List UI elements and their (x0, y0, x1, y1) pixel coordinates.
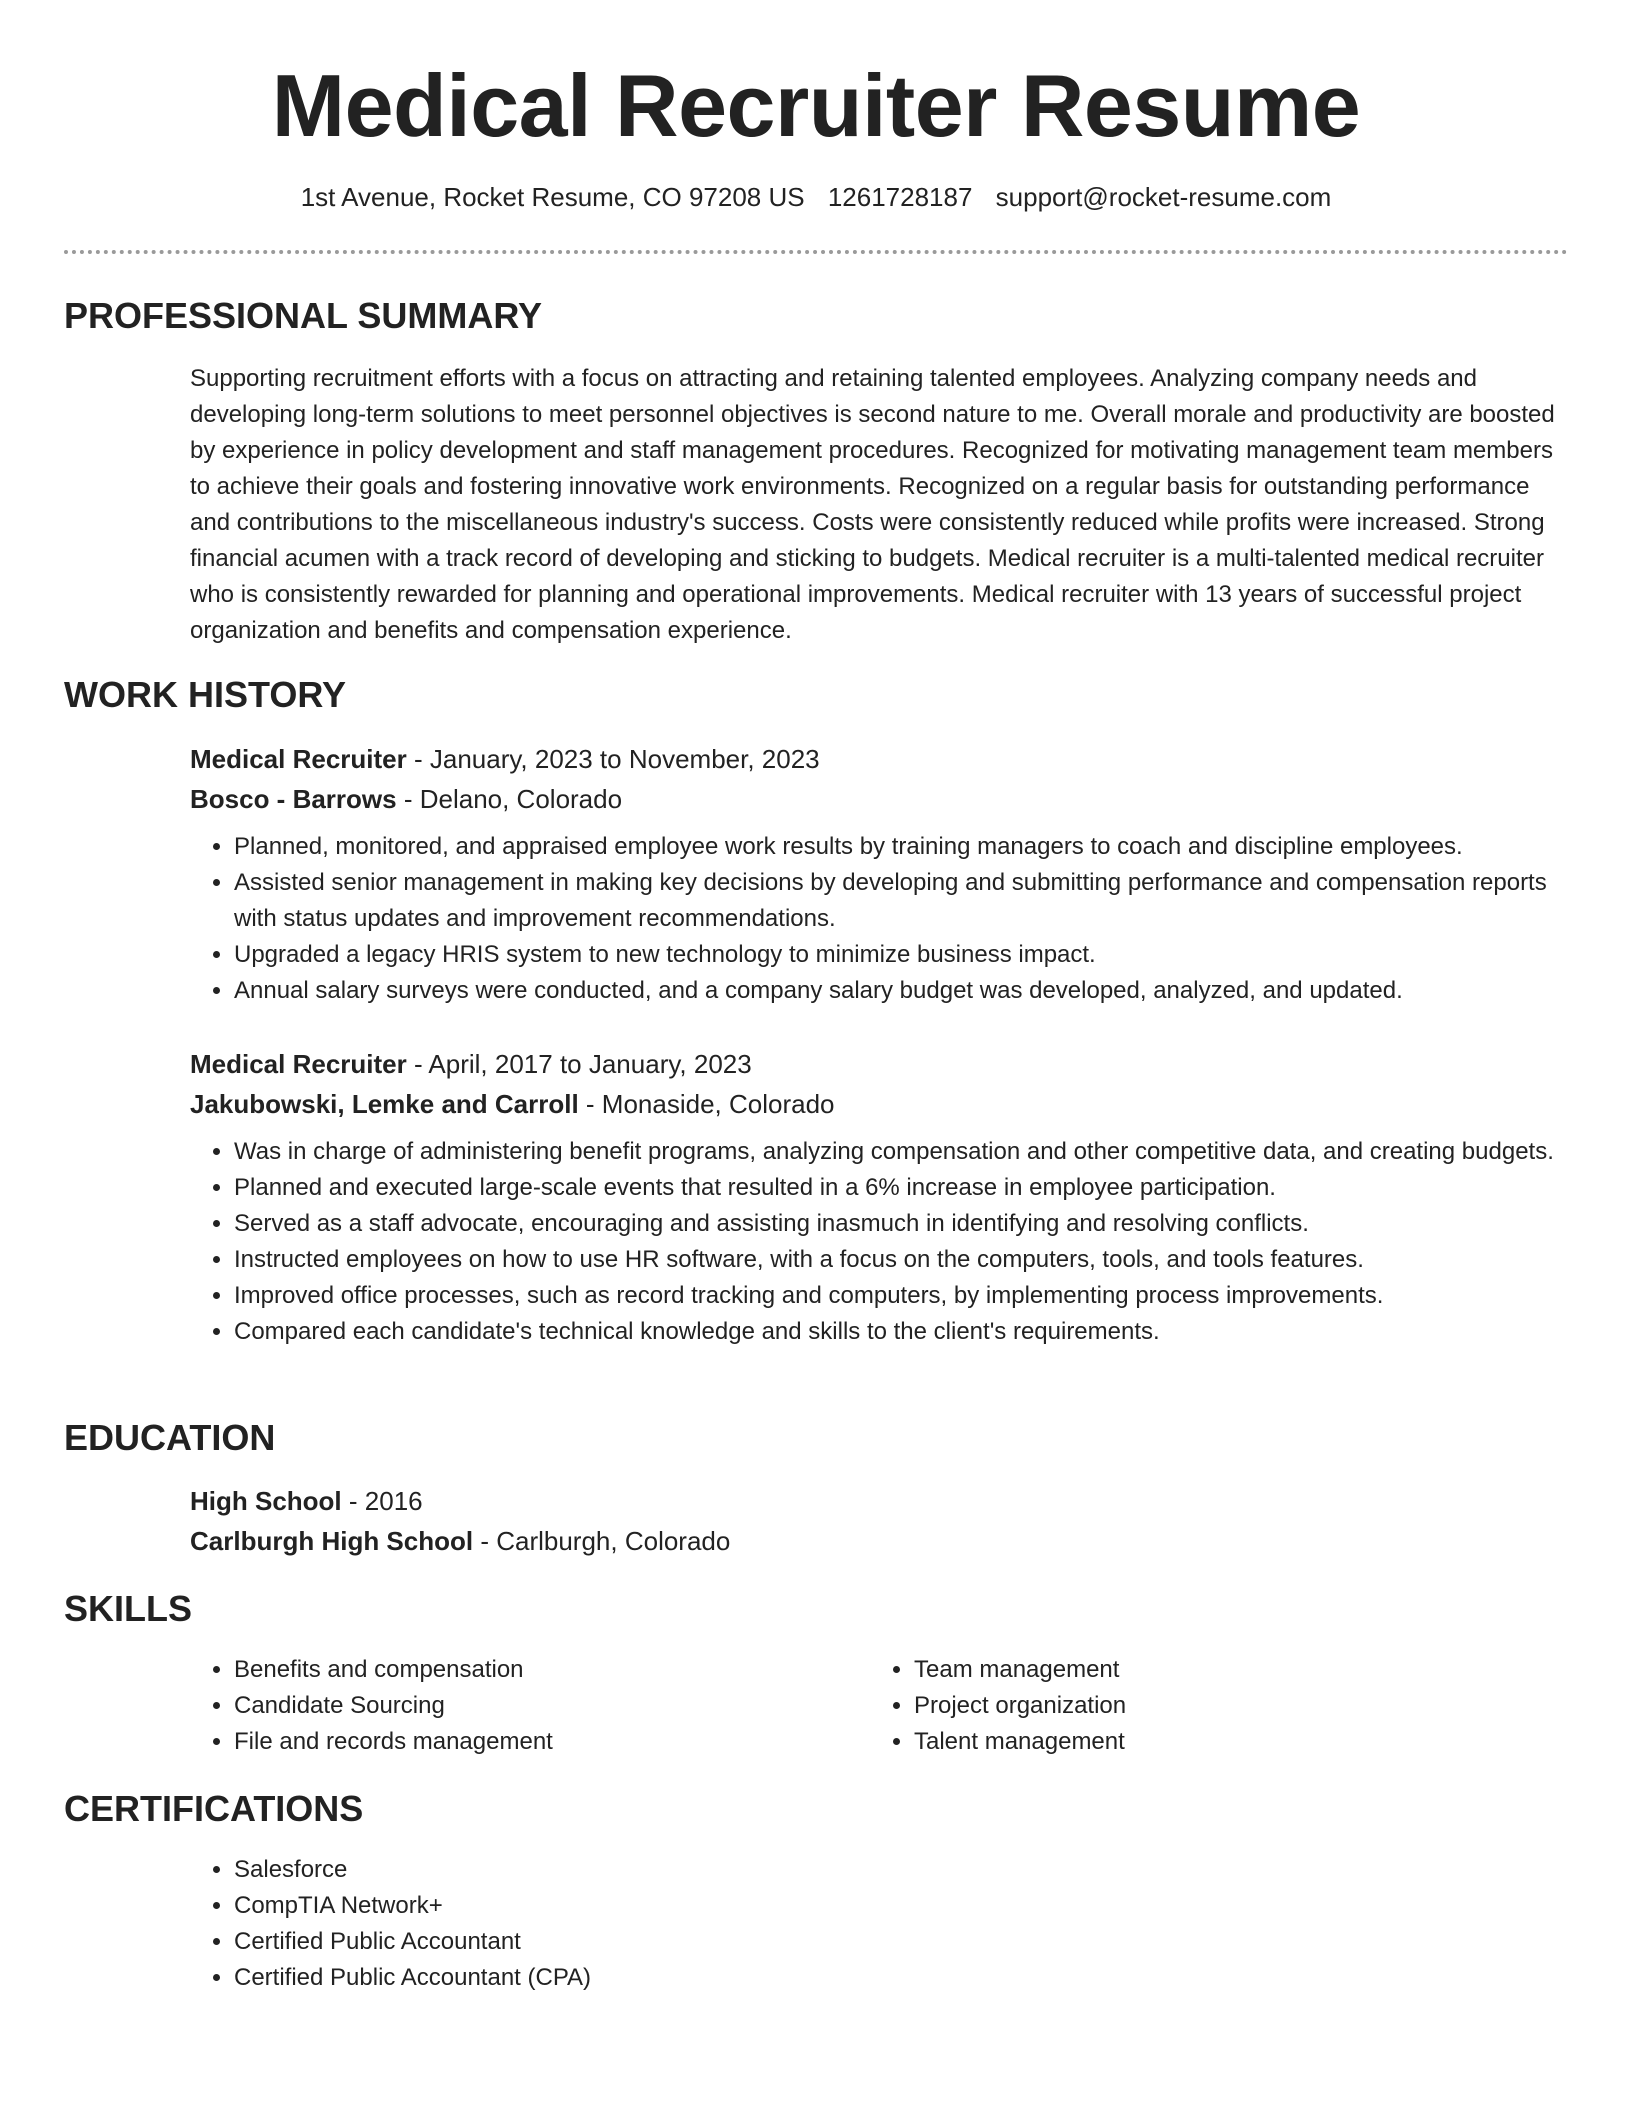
certification-item: • Salesforce (234, 1852, 1568, 1888)
skill-item: • Benefits and compensation (234, 1652, 870, 1688)
job-dates: - April, 2017 to January, 2023 (406, 1049, 752, 1079)
work-history-heading: WORK HISTORY (64, 674, 347, 715)
contact-line (64, 180, 1568, 214)
list-item: • Served as a staff advocate, encouraging and assisting inasmuch in identifying and resolving conflicts. (234, 1206, 1568, 1242)
summary-heading: PROFESSIONAL SUMMARY (64, 295, 543, 336)
list-item: • Planned and executed large-scale events that resulted in a 6% increase in employee participation. (234, 1170, 1568, 1206)
job-company: Bosco - Barrows (190, 784, 397, 814)
skills-column-right (870, 1652, 1550, 1760)
list-item: • Upgraded a legacy HRIS system to new technology to minimize business impact. (234, 937, 1568, 973)
degree: High School (190, 1486, 342, 1516)
graduation-year: - 2016 (341, 1486, 423, 1516)
skills-grid (190, 1652, 1568, 1760)
job-title-line (190, 1044, 1568, 1084)
school-location: - Carlburgh, Colorado (473, 1526, 731, 1556)
job-entry-2 (190, 1044, 1568, 1350)
school-line (190, 1521, 1568, 1561)
skills-heading: SKILLS (64, 1588, 193, 1629)
job-bullets (190, 1134, 1568, 1350)
list-item: • Assisted senior management in making key decisions by developing and submitting performance and compensation reports with status updates and improvement recommendations. (234, 865, 1568, 937)
education-heading: EDUCATION (64, 1417, 276, 1458)
skills-section (190, 1652, 1568, 1760)
job-company: Jakubowski, Lemke and Carroll (190, 1089, 579, 1119)
skill-item: • Candidate Sourcing (234, 1688, 870, 1724)
school-name: Carlburgh High School (190, 1526, 474, 1556)
job-title: Medical Recruiter (190, 744, 407, 774)
job-location: - Delano, Colorado (396, 784, 623, 814)
contact-address: 1st Avenue, Rocket Resume, CO 97208 US (300, 182, 805, 212)
job-title: Medical Recruiter (190, 1049, 407, 1079)
contact-email[interactable]: support@rocket-resume.com (995, 182, 1332, 212)
job-title-line (190, 739, 1568, 779)
certifications-list (190, 1852, 1568, 1996)
summary-text: Supporting recruitment efforts with a focus on attracting and retaining talented employees. Analyzing company needs and developing long-term solutions to meet personnel objectives is second nature to me. Overall morale and productivity are boosted by experience in policy development and staff management procedures. Recognized for motivating management team members to achieve their goals and fostering innovative work environments. Recognized on a regular basis for outstanding performance and contributions to the miscellaneous industry's success. Costs were consistently reduced while profits were increased. Strong financial acumen with a track record of developing and sticking to budgets. Medical recruiter is a multi-talented medical recruiter who is consistently rewarded for planning and operational improvements. Medical recruiter with 13 years of successful project organization and benefits and compensation experience. (190, 365, 1555, 644)
skill-item: • Team management (914, 1652, 1550, 1688)
skill-item: • File and records management (234, 1724, 870, 1760)
skills-column-left (190, 1652, 870, 1760)
education-entry (190, 1481, 1568, 1561)
list-item: • Was in charge of administering benefit programs, analyzing compensation and other competitive data, and creating budgets. (234, 1134, 1568, 1170)
resume-title: Medical Recruiter Resume (271, 56, 1361, 155)
job-bullets (190, 829, 1568, 1009)
certifications-section (190, 1852, 1568, 1996)
skill-item: • Project organization (914, 1688, 1550, 1724)
certification-item: • Certified Public Accountant (234, 1924, 1568, 1960)
job-company-line (190, 1084, 1568, 1124)
summary-section (190, 361, 1568, 649)
job-location: - Monaside, Colorado (578, 1089, 835, 1119)
contact-phone: 1261728187 (827, 182, 973, 212)
job-entry-1 (190, 739, 1568, 1009)
list-item: • Compared each candidate's technical knowledge and skills to the client's requirements. (234, 1314, 1568, 1350)
list-item: • Planned, monitored, and appraised employee work results by training managers to coach and discipline employees. (234, 829, 1568, 865)
list-item: • Annual salary surveys were conducted, and a company salary budget was developed, analyzed, and updated. (234, 973, 1568, 1009)
certification-item: • CompTIA Network+ (234, 1888, 1568, 1924)
list-item: • Improved office processes, such as record tracking and computers, by implementing process improvements. (234, 1278, 1568, 1314)
list-item: • Instructed employees on how to use HR software, with a focus on the computers, tools, and tools features. (234, 1242, 1568, 1278)
header-divider (64, 250, 1568, 254)
job-dates: - January, 2023 to November, 2023 (406, 744, 820, 774)
job-company-line (190, 779, 1568, 819)
skill-item: • Talent management (914, 1724, 1550, 1760)
certification-item: • Certified Public Accountant (CPA) (234, 1960, 1568, 1996)
degree-line (190, 1481, 1568, 1521)
certifications-heading: CERTIFICATIONS (64, 1788, 364, 1829)
